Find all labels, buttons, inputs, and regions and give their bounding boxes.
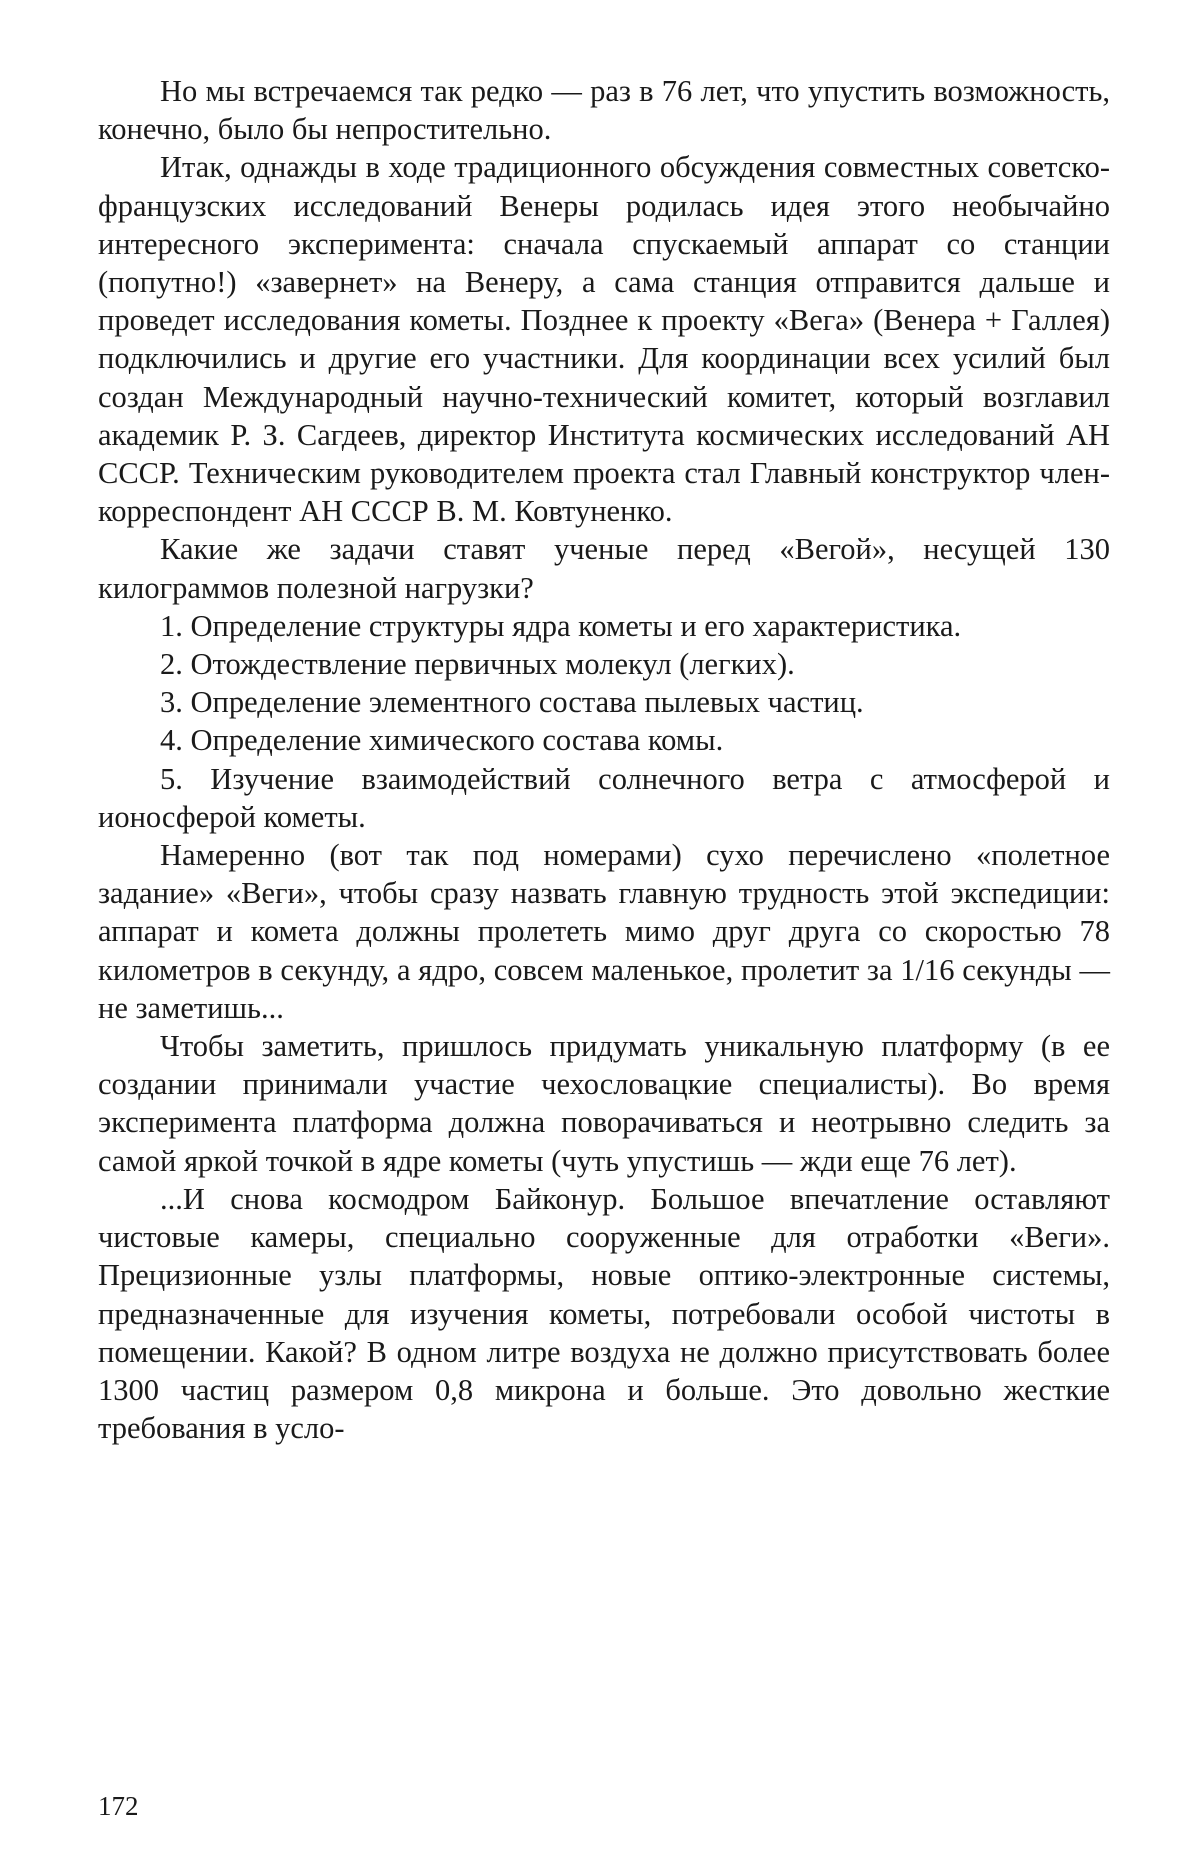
paragraph: ...И снова космодром Байконур. Большое впечатление оставляют чистовые камеры, специально сооруженные для отработки «Веги». Прецизионные узлы платформы, новые оптико-электронные системы, предназначенные для изучения кометы, потребовали особой чистоты в помещении. Какой? В одном литре воздуха не должно присутствовать более 1300 частиц размером 0,8 микрона и больше. Это довольно жесткие требования в усло- xyxy=(98,1181,1110,1446)
list-item: 2. Отождествление первичных молекул (легких). xyxy=(160,647,795,682)
list-item: 1. Определение структуры ядра кометы и его характеристика. xyxy=(160,608,962,643)
page-number: 172 xyxy=(98,1791,139,1821)
page-body-text xyxy=(98,72,1110,1447)
list-item: 5. Изучение взаимодействий солнечного ветра с атмосферой и ионосферой кометы. xyxy=(98,761,1110,834)
list-item: 4. Определение химического состава комы. xyxy=(160,723,724,758)
paragraph: Итак, однажды в ходе традиционного обсуждения совместных советско-французских исследований Венеры родилась идея этого необычайно интересного эксперимента: сначала спускаемый аппарат со станции (попутно!) «завернет» на Венеру, а сама станция отправится дальше и проведет исследования кометы. Позднее к проекту «Вега» (Венера + Галлея) подключились и другие его участники. Для координации всех усилий был создан Международный научно-технический комитет, который возглавил академик Р. З. Сагдеев, директор Института космических исследований АН СССР. Техническим руководителем проекта стал Главный конструктор член-корреспондент АН СССР В. М. Ковтуненко. xyxy=(98,150,1110,529)
paragraph: Какие же задачи ставят ученые перед «Вегой», несущей 130 килограммов полезной нагрузки? xyxy=(98,532,1110,605)
paragraph: Но мы встречаемся так редко — раз в 76 лет, что упустить возможность, конечно, было бы непростительно. xyxy=(98,74,1110,147)
paragraph: Намеренно (вот так под номерами) сухо перечислено «полетное задание» «Веги», чтобы сразу назвать главную трудность этой экспедиции: аппарат и комета должны пролететь мимо друг друга со скоростью 78 километров в секунду, а ядро, совсем маленькое, пролетит за 1/16 секунды — не заметишь... xyxy=(98,838,1110,1025)
paragraph: Чтобы заметить, пришлось придумать уникальную платформу (в ее создании принимали участие чехословацкие специалисты). Во время эксперимента платформа должна поворачиваться и неотрывно следить за самой яркой точкой в ядре кометы (чуть упустишь — жди еще 76 лет). xyxy=(98,1029,1110,1178)
list-item: 3. Определение элементного состава пылевых частиц. xyxy=(160,685,864,720)
